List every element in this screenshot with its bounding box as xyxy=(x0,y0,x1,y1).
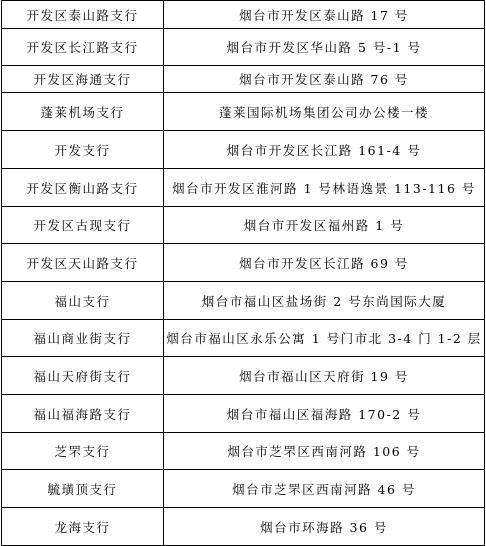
branch-name: 开发支行 xyxy=(2,131,164,169)
branch-address: 烟台市福山区盐场街 2 号东尚国际大厦 xyxy=(164,282,485,320)
table-row xyxy=(2,433,485,470)
table-row xyxy=(2,66,485,93)
branch-address: 烟台市开发区长江路 161-4 号 xyxy=(164,131,485,169)
branch-address: 烟台市开发区淮河路 1 号林语逸景 113-116 号 xyxy=(164,169,485,207)
branch-name: 福山商业街支行 xyxy=(2,320,164,357)
table-row xyxy=(2,508,485,546)
table-row xyxy=(2,1,485,29)
branch-address: 烟台市开发区福州路 1 号 xyxy=(164,207,485,244)
branch-address: 烟台市开发区泰山路 17 号 xyxy=(164,1,485,29)
branch-address-table xyxy=(1,0,485,546)
branch-name: 开发区天山路支行 xyxy=(2,244,164,282)
branch-name: 福山天府街支行 xyxy=(2,357,164,395)
branch-address: 烟台市环海路 36 号 xyxy=(164,508,485,546)
branch-address: 烟台市芝罘区西南河路 106 号 xyxy=(164,433,485,470)
branch-name: 开发区古现支行 xyxy=(2,207,164,244)
branch-address: 烟台市福山区天府街 19 号 xyxy=(164,357,485,395)
branch-name: 芝罘支行 xyxy=(2,433,164,470)
table-row xyxy=(2,470,485,508)
branch-name: 开发区海通支行 xyxy=(2,66,164,93)
branch-address: 烟台市开发区华山路 5 号-1 号 xyxy=(164,29,485,66)
branch-address: 烟台市芝罘区西南河路 46 号 xyxy=(164,470,485,508)
table-row xyxy=(2,357,485,395)
branch-address: 蓬莱国际机场集团公司办公楼一楼 xyxy=(164,93,485,131)
table-row xyxy=(2,244,485,282)
branch-name: 福山支行 xyxy=(2,282,164,320)
table-row xyxy=(2,282,485,320)
branch-name: 开发区衡山路支行 xyxy=(2,169,164,207)
branch-name: 蓬莱机场支行 xyxy=(2,93,164,131)
branch-name: 福山福海路支行 xyxy=(2,395,164,433)
branch-address: 烟台市开发区长江路 69 号 xyxy=(164,244,485,282)
branch-address: 烟台市福山区福海路 170-2 号 xyxy=(164,395,485,433)
table-row xyxy=(2,131,485,169)
branch-name: 龙海支行 xyxy=(2,508,164,546)
branch-name: 开发区泰山路支行 xyxy=(2,1,164,29)
branch-name: 开发区长江路支行 xyxy=(2,29,164,66)
table-row xyxy=(2,93,485,131)
table-row xyxy=(2,169,485,207)
table-row xyxy=(2,29,485,66)
branch-name: 毓璜顶支行 xyxy=(2,470,164,508)
table-row xyxy=(2,395,485,433)
table-row xyxy=(2,207,485,244)
branch-address: 烟台市福山区永乐公寓 1 号门市北 3-4 门 1-2 层 xyxy=(164,320,485,357)
branch-address: 烟台市开发区泰山路 76 号 xyxy=(164,66,485,93)
table-row xyxy=(2,320,485,357)
